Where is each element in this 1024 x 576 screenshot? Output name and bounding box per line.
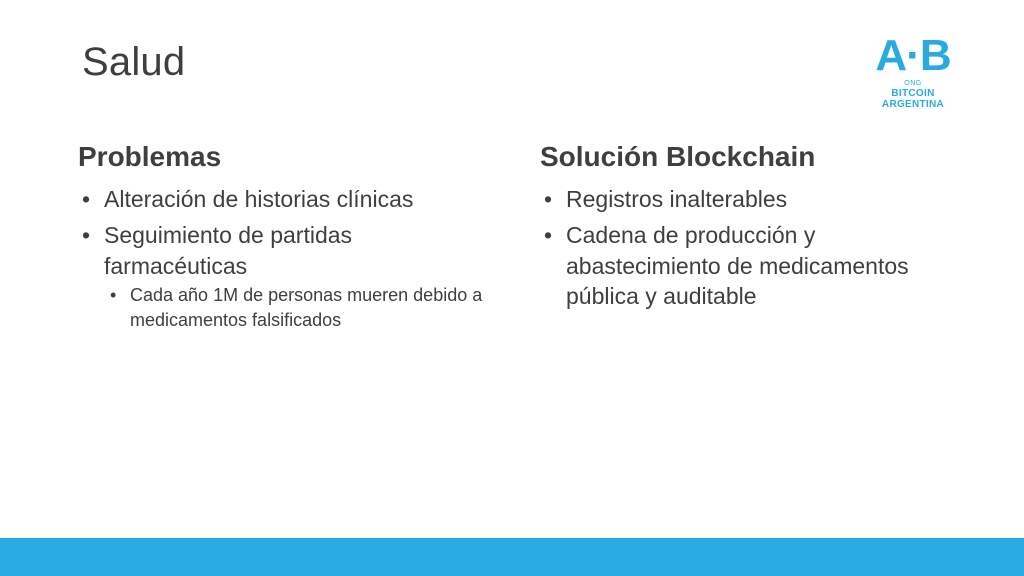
list-item [540, 184, 958, 215]
bullet-list [540, 184, 958, 312]
sub-bullet-list [104, 283, 496, 332]
list-item [78, 184, 496, 215]
list-item [78, 220, 496, 332]
column-heading: Solución Blockchain [540, 141, 816, 172]
content-columns [78, 140, 958, 338]
sub-list-item-text: Cada año 1M de personas mueren debido a medicamentos falsificados [130, 285, 483, 330]
column-solucion-blockchain [540, 140, 958, 338]
logo-line-1: BITCOIN [891, 88, 935, 99]
bullet-icon: • [82, 222, 91, 249]
logo-monogram: A·B [875, 31, 951, 80]
bitcoin-argentina-logo [858, 31, 968, 116]
page-title: Salud [82, 40, 186, 84]
list-item-text: Seguimiento de partidas farmacéuticas [104, 222, 353, 279]
logo-ong-label: ONG [904, 80, 922, 87]
column-problemas [78, 140, 496, 338]
list-item [540, 220, 958, 312]
column-heading: Problemas [78, 141, 222, 172]
logo-line-2: ARGENTINA [881, 99, 945, 110]
list-item-text: Cadena de producción y abastecimiento de medicamentos pública y auditable [566, 222, 909, 310]
bullet-icon: • [544, 185, 553, 212]
bullet-icon: • [544, 222, 553, 249]
list-item-text: Alteración de historias clínicas [104, 185, 414, 212]
list-item-text: Registros inalterables [566, 185, 788, 212]
bullet-list [78, 184, 496, 332]
bullet-icon: • [110, 285, 117, 306]
sub-list-item [104, 283, 496, 332]
footer-accent-bar [0, 538, 1024, 576]
bullet-icon: • [82, 185, 91, 212]
